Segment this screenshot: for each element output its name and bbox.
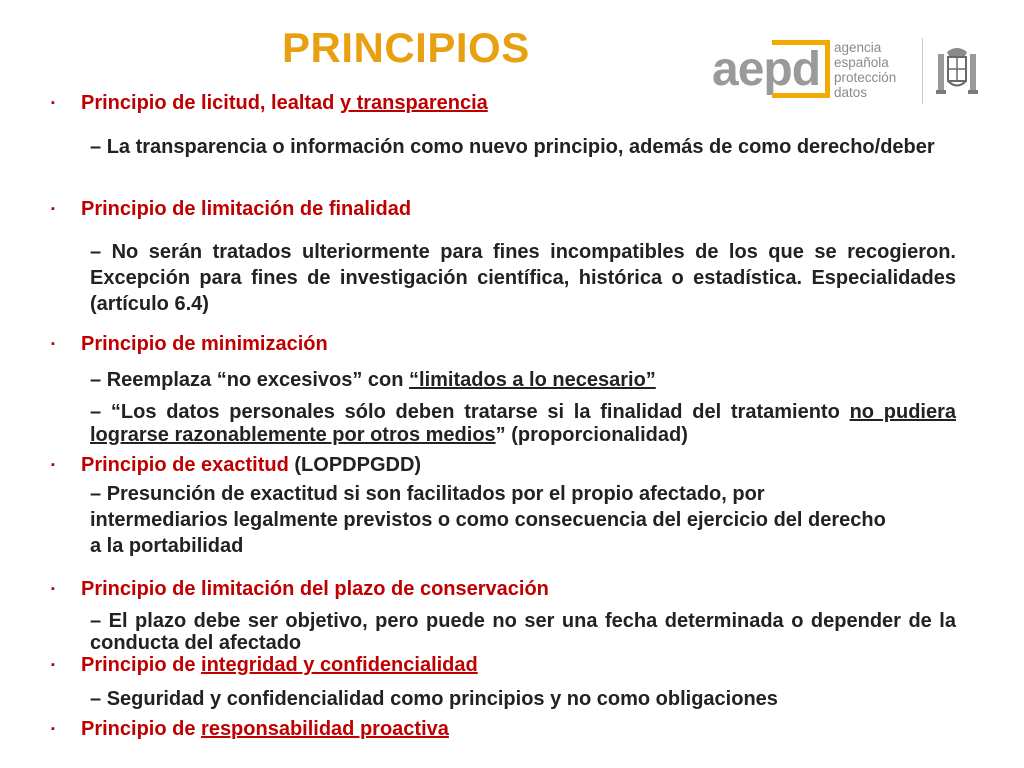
slide-title: PRINCIPIOS [282, 24, 530, 71]
principle-label: Principio de licitud, lealtad [81, 92, 340, 114]
principle-item [51, 452, 961, 478]
principle-item [51, 90, 961, 116]
logo-line: agencia [834, 40, 882, 55]
principle-label: Principio de limitación del plazo de conservación [81, 578, 549, 600]
bullet-icon: ▪ [51, 338, 55, 350]
dash-icon: – [90, 369, 102, 391]
principle-item [51, 196, 961, 222]
sub-item-text: Reemplaza “no excesivos” con [106, 369, 410, 391]
sub-item-text: Seguridad y confidencialidad como principios y no como obligaciones [106, 688, 778, 710]
principle-note: (LOPDPGDD) [294, 454, 422, 476]
principle-link[interactable]: y transparencia [339, 92, 488, 114]
principle-label: Principio de limitación de finalidad [81, 198, 412, 220]
principle-item [51, 716, 961, 742]
principle-label: Principio de minimización [81, 333, 328, 355]
principle-label: Principio de [81, 718, 202, 740]
principle-item [51, 576, 961, 602]
dash-icon: – [90, 610, 102, 632]
sub-item [90, 401, 956, 447]
bullet-icon: ▪ [51, 459, 55, 471]
bullet-icon: ▪ [51, 583, 55, 595]
bullet-icon: ▪ [51, 97, 55, 109]
sub-item-link[interactable]: “limitados a lo necesario” [409, 369, 656, 391]
sub-item-text: ” (proporcionalidad) [495, 424, 688, 446]
sub-item-text: El plazo debe ser objetivo, pero puede no ser una fecha determinada o depender de la conducta del afectado [90, 610, 956, 654]
sub-item-text: No serán tratados ulteriormente para fines incompatibles de los que se recogieron. Excepción para fines de investigación científica, histórica o estadística. Especialidades (artículo 6.4) [90, 241, 956, 315]
logo-line: datos [834, 85, 868, 100]
sub-item [90, 610, 956, 654]
sub-item-text: Presunción de exactitud si son facilitados por el propio afectado, por intermediarios legalmente previstos o como consecuencia del ejercicio del derecho a la portabilidad [90, 483, 886, 557]
dash-icon: – [90, 136, 102, 158]
sub-item-text: La transparencia o información como nuevo principio, además de como derecho/deber [106, 136, 935, 158]
sub-item-link[interactable]: no pudiera lograrse razonablemente por otros medios [90, 401, 956, 446]
dash-icon: – [90, 241, 102, 263]
bullet-icon: ▪ [51, 203, 55, 215]
sub-item [90, 686, 956, 712]
sub-item [90, 367, 956, 393]
principle-label: Principio de exactitud [81, 454, 295, 476]
principle-link[interactable]: responsabilidad proactiva [201, 718, 449, 740]
principle-link[interactable]: integridad y confidencialidad [201, 654, 478, 676]
sub-item-text: “Los datos personales sólo deben tratarse si la finalidad del tratamiento [110, 401, 850, 423]
principle-label: Principio de [81, 654, 202, 676]
bullet-icon: ▪ [51, 659, 55, 671]
dash-icon: – [90, 401, 102, 423]
dash-icon: – [90, 483, 102, 505]
sub-item [90, 134, 956, 160]
sub-item [90, 239, 956, 317]
logo-mark: aepd [712, 43, 821, 96]
principle-item [51, 331, 961, 357]
logo-line: española [834, 55, 889, 70]
principle-item [51, 652, 961, 678]
logo-line: protección [834, 70, 897, 85]
dash-icon: – [90, 688, 102, 710]
sub-item [90, 481, 890, 559]
bullet-icon: ▪ [51, 723, 55, 735]
